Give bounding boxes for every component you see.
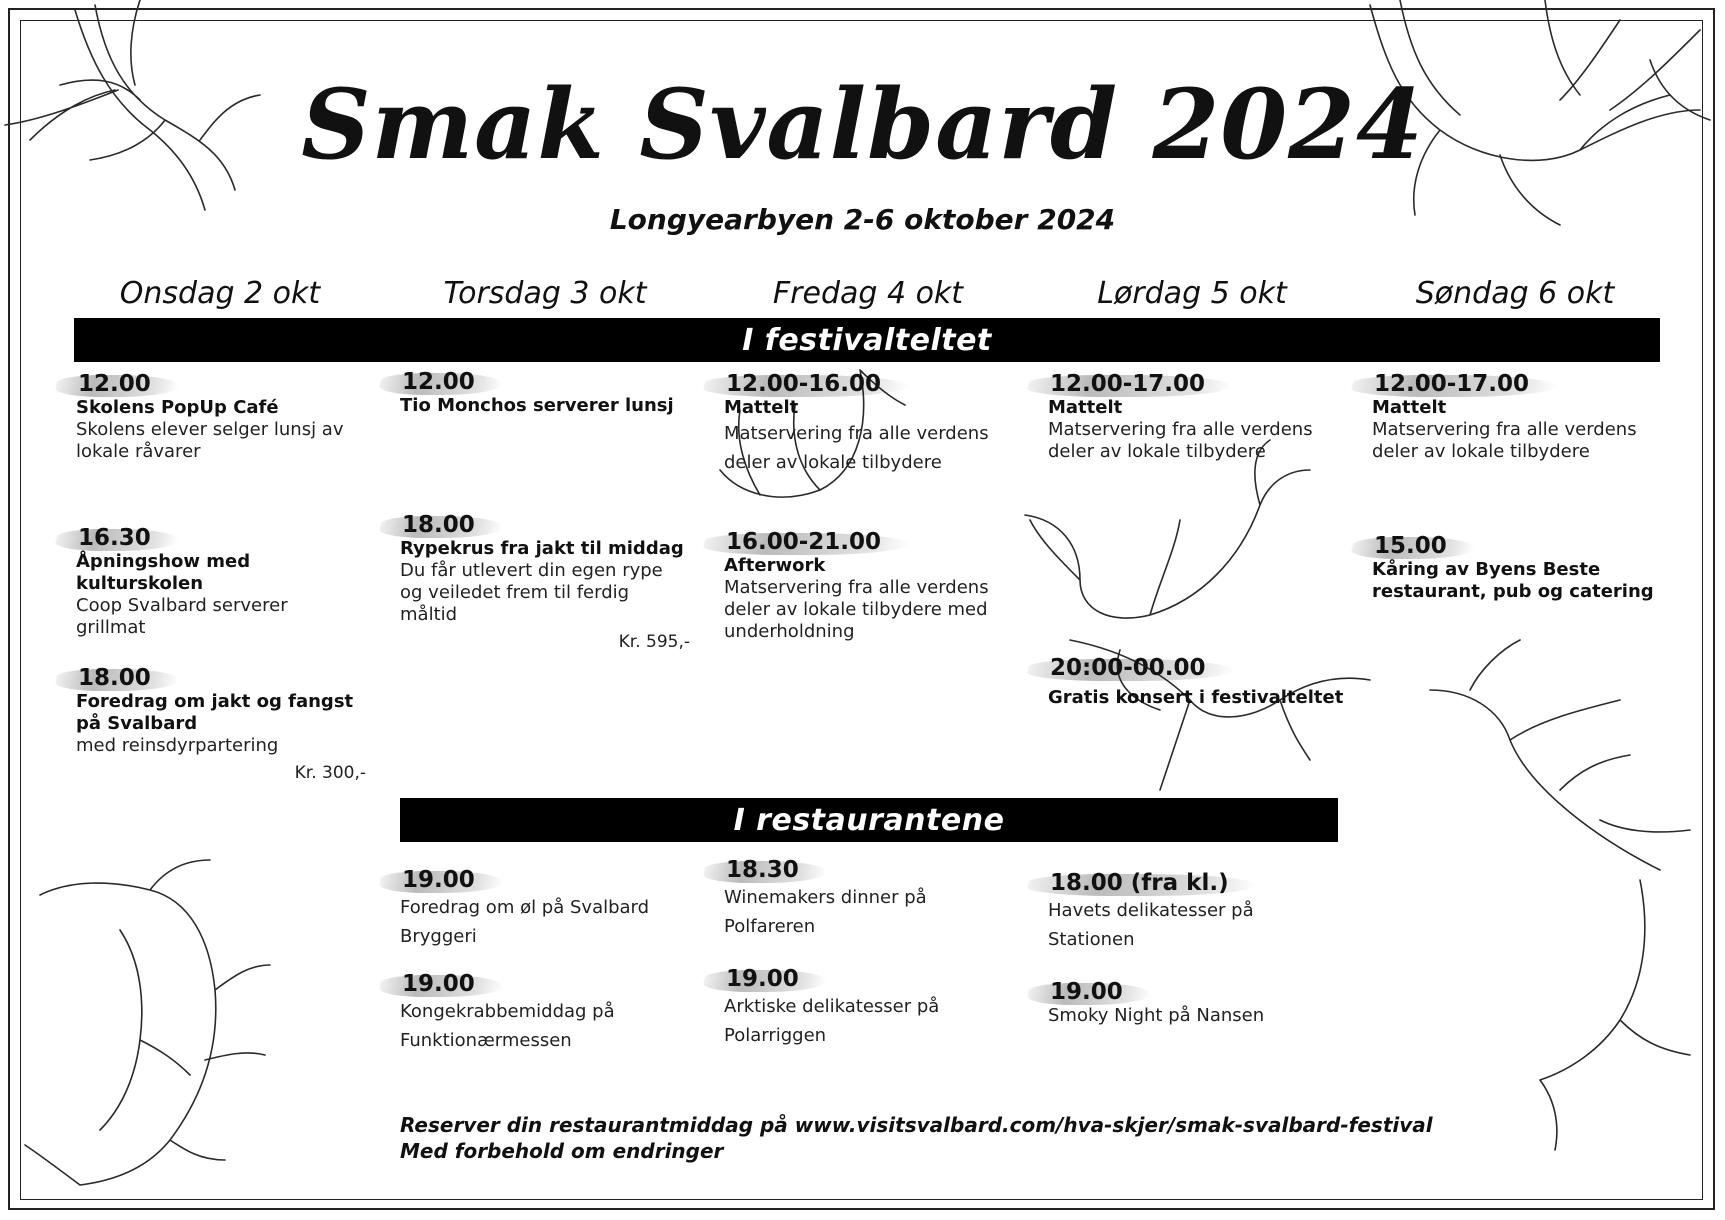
- section-bar-restaurants: I restaurantene: [400, 798, 1338, 842]
- event-sun-2: [1372, 533, 1662, 603]
- event-name: Tio Monchos serverer lunsj: [400, 395, 674, 416]
- event-time: 12.00: [402, 369, 475, 395]
- event-time: 12.00-17.00: [1050, 371, 1206, 397]
- event-wed-2: [76, 525, 336, 639]
- event-desc: Kongekrabbemiddag på Funktionærmessen: [400, 1001, 615, 1051]
- restaurant-thu-2: [400, 971, 640, 1055]
- day-header-thursday: Torsdag 3 okt: [443, 276, 647, 311]
- page-subtitle: Longyearbyen 2-6 oktober 2024: [609, 203, 1116, 236]
- event-price: Kr. 300,-: [294, 763, 366, 783]
- event-time: 19.00: [726, 966, 799, 992]
- event-wed-1: [76, 371, 376, 463]
- event-time: 18.30: [726, 857, 799, 883]
- section-bar-festival: I festivalteltet: [74, 318, 1660, 362]
- event-name: Rypekrus fra jakt til middag: [400, 538, 684, 559]
- event-time: 15.00: [1374, 533, 1447, 559]
- restaurant-fri-2: [724, 966, 964, 1050]
- event-name: Foredrag om jakt og fangst på Svalbard: [76, 691, 354, 734]
- event-desc: Matservering fra alle verdens deler av lokale tilbydere: [724, 423, 989, 473]
- event-desc: Arktiske delikatesser på Polarriggen: [724, 996, 940, 1046]
- event-time: 16.30: [78, 525, 151, 551]
- event-desc: Smoky Night på Nansen: [1048, 1005, 1265, 1026]
- footer-note: [400, 1112, 1433, 1164]
- event-sat-2: [1048, 655, 1348, 709]
- event-name: Kåring av Byens Beste restaurant, pub og catering: [1372, 559, 1654, 602]
- event-wed-3: [76, 665, 366, 783]
- event-time: 18.00: [402, 512, 475, 538]
- event-desc: Coop Svalbard serverer grillmat: [76, 595, 288, 638]
- restaurant-sat-1: [1048, 870, 1288, 954]
- day-header-sunday: Søndag 6 okt: [1415, 276, 1615, 311]
- event-price: Kr. 595,-: [618, 632, 690, 652]
- day-header-wednesday: Onsdag 2 okt: [119, 276, 321, 311]
- day-header-saturday: Lørdag 5 okt: [1097, 276, 1287, 311]
- footer-reservation-line: Reserver din restaurantmiddag på www.visitsvalbard.com/hva-skjer/smak-svalbard-festival: [400, 1113, 1433, 1137]
- event-sun-1: [1372, 371, 1672, 463]
- event-name: Åpningshow med kulturskolen: [76, 551, 251, 594]
- event-time: 19.00: [402, 867, 475, 893]
- event-desc: med reinsdyrpartering: [76, 735, 279, 756]
- event-fri-2: [724, 529, 1024, 643]
- event-name: Gratis konsert i festivalteltet: [1048, 687, 1344, 708]
- event-time: 18.00: [78, 665, 151, 691]
- day-header-friday: Fredag 4 okt: [772, 276, 964, 311]
- event-desc: Matservering fra alle verdens deler av lokale tilbydere: [1048, 419, 1313, 462]
- event-desc: Havets delikatesser på Stationen: [1048, 900, 1254, 950]
- event-name: Skolens PopUp Café: [76, 397, 279, 418]
- event-time: 16.00-21.00: [726, 529, 882, 555]
- restaurant-sat-2: [1048, 979, 1348, 1027]
- event-desc: Du får utlevert din egen rype og veiledet frem til ferdig måltid: [400, 560, 663, 625]
- event-name: Mattelt: [1372, 397, 1447, 418]
- event-name: Mattelt: [724, 397, 799, 418]
- event-sat-1: [1048, 371, 1348, 463]
- event-time: 19.00: [402, 971, 475, 997]
- event-time: 19.00: [1050, 979, 1123, 1005]
- event-time: 12.00-17.00: [1374, 371, 1530, 397]
- restaurant-thu-1: [400, 867, 690, 951]
- event-name: Mattelt: [1048, 397, 1123, 418]
- event-desc: Foredrag om øl på Svalbard Bryggeri: [400, 897, 650, 947]
- event-time: 20:00-00.00: [1050, 655, 1206, 681]
- page-title: Smak Svalbard 2024: [301, 68, 1424, 181]
- event-time: 12.00-16.00: [726, 371, 882, 397]
- event-desc: Matservering fra alle verdens deler av lokale tilbydere: [1372, 419, 1637, 462]
- restaurant-fri-1: [724, 857, 964, 941]
- footer-disclaimer-line: Med forbehold om endringer: [400, 1139, 724, 1163]
- event-desc: Winemakers dinner på Polfareren: [724, 887, 927, 937]
- event-thu-1: [400, 369, 700, 417]
- event-desc: Matservering fra alle verdens deler av lokale tilbydere med underholdning: [724, 577, 989, 642]
- event-time: 12.00: [78, 371, 151, 397]
- event-fri-1: [724, 371, 1024, 477]
- event-thu-2: [400, 512, 690, 652]
- event-name: Afterwork: [724, 555, 826, 576]
- event-time: 18.00 (fra kl.): [1050, 870, 1229, 896]
- event-desc: Skolens elever selger lunsj av lokale råvarer: [76, 419, 344, 462]
